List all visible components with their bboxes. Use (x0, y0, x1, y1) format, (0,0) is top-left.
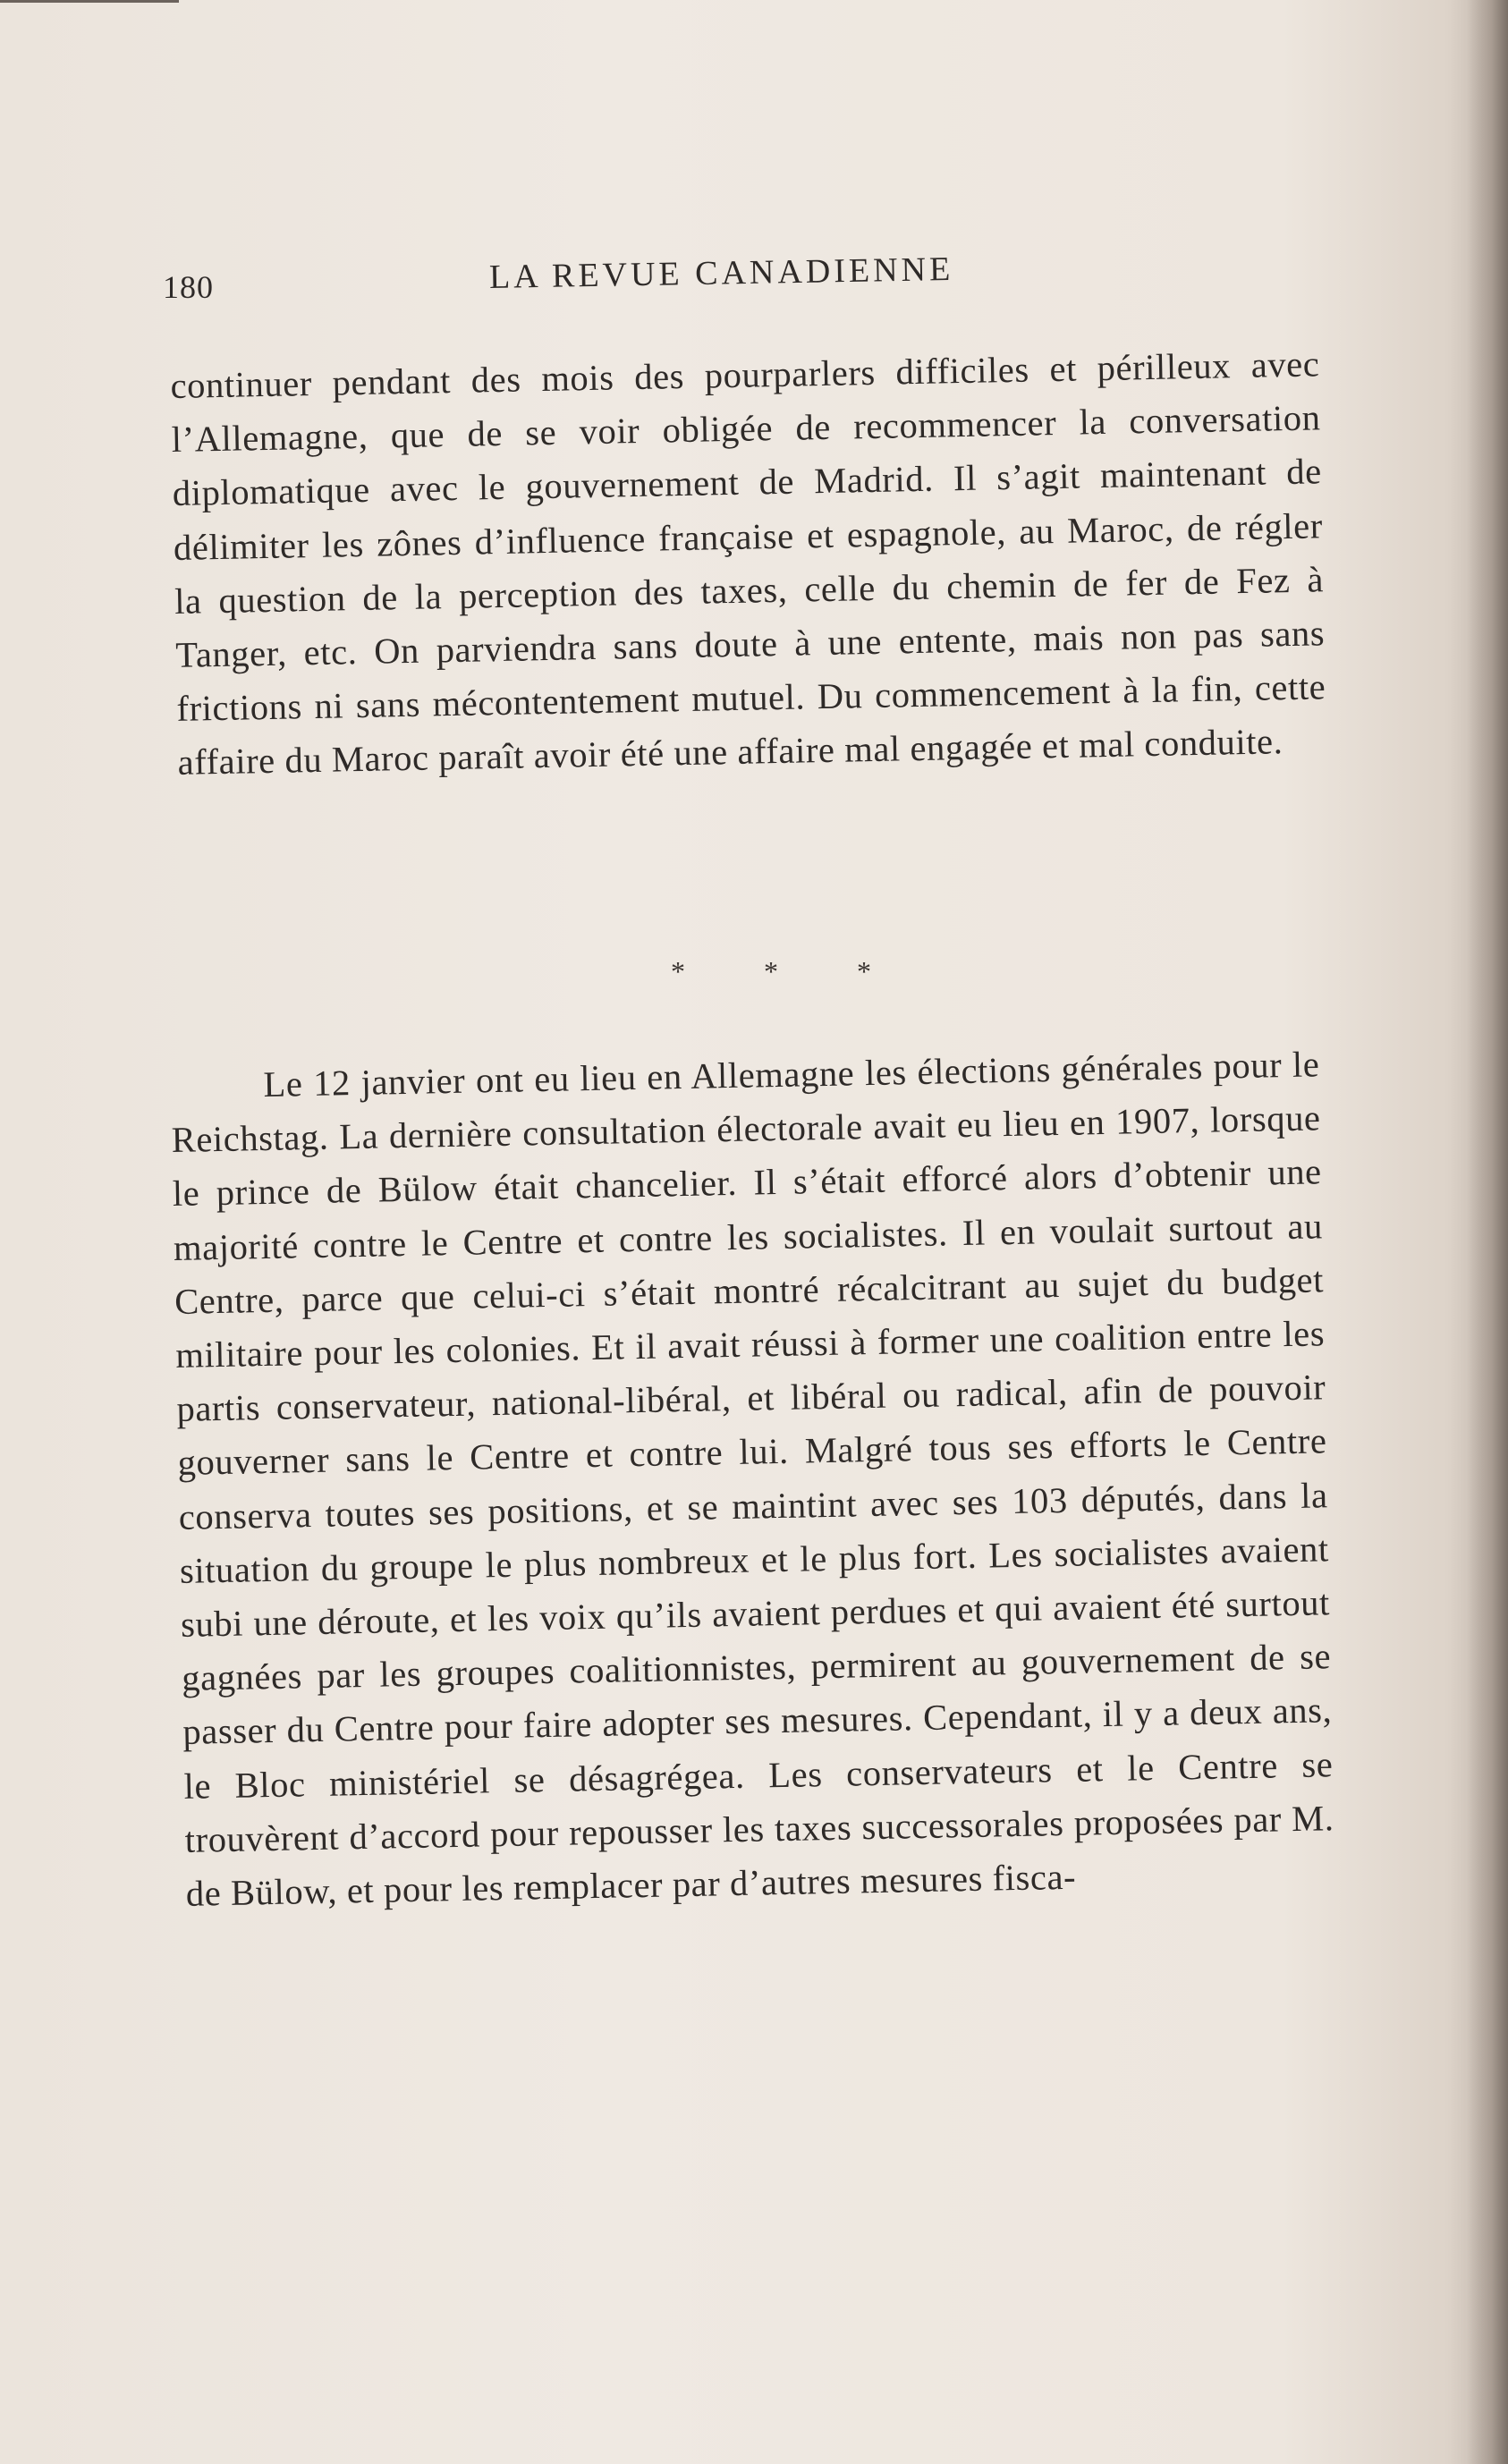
paragraph-1-text: continuer pendant des mois des pourparlers difficiles et périlleux avec l’Allemagne, que de se voir obligée de recommencer la conversation diplomatique avec le gouvernement de Madrid. Il s’agit maintenant de délimiter les zônes d’influence française et espagnole, au Maroc, de régler la question de la perception des taxes, celle du chemin de fer de Fez à Tanger, etc. On parviendra sans doute à une entente, mais non pas sans frictions ni sans mécontentement mutuel. Du commencement à la fin, cette affaire du Maroc paraît avoir été une affaire mal engagée et mal conduite. (170, 343, 1326, 783)
paragraph-2-text: Le 12 janvier ont eu lieu en Allemagne les élections générales pour le Reichstag. La dernière consultation électorale avait eu lieu en 1907, lorsque le prince de Bülow était chancelier. Il s’était efforcé alors d’obtenir une majorité contre le Centre et contre les socialistes. Il en voulait surtout au Centre, parce que celui-ci s’était montré récalcitrant au sujet du budget militaire pour les colonies. Et il avait réussi à former une coalition entre les partis conservateur, national-libéral, et libéral ou radical, afin de pouvoir gouverner sans le Centre et contre lui. Malgré tous ses efforts le Centre conserva toutes ses positions, et se maintint avec ses 103 députés, dans la situation du groupe le plus nombreux et le plus fort. Les socialistes avaient subi une déroute, et les voix qu’ils avaient perdues et qui avaient été surtout gagnées par les groupes coalitionnistes, permirent au gouvernement de se passer du Centre pour faire adopter ses mesures. Cependant, il y a deux ans, le Bloc ministériel se désagrégea. Les conservateurs et le Centre se trouvèrent d’accord pour repousser les taxes successorales proposées par M. de Bülow, et pour les remplacer par d’autres mesures fisca- (171, 1044, 1334, 1914)
page-gutter-shadow (1467, 0, 1508, 2464)
paragraph-2 (170, 1037, 1335, 1921)
section-separator: * * * (671, 955, 907, 987)
page-header (163, 249, 1326, 305)
running-title: LA REVUE CANADIENNE (488, 250, 954, 296)
page-number: 180 (163, 269, 214, 305)
paragraph-1 (170, 337, 1327, 790)
top-edge-rule (0, 0, 179, 3)
